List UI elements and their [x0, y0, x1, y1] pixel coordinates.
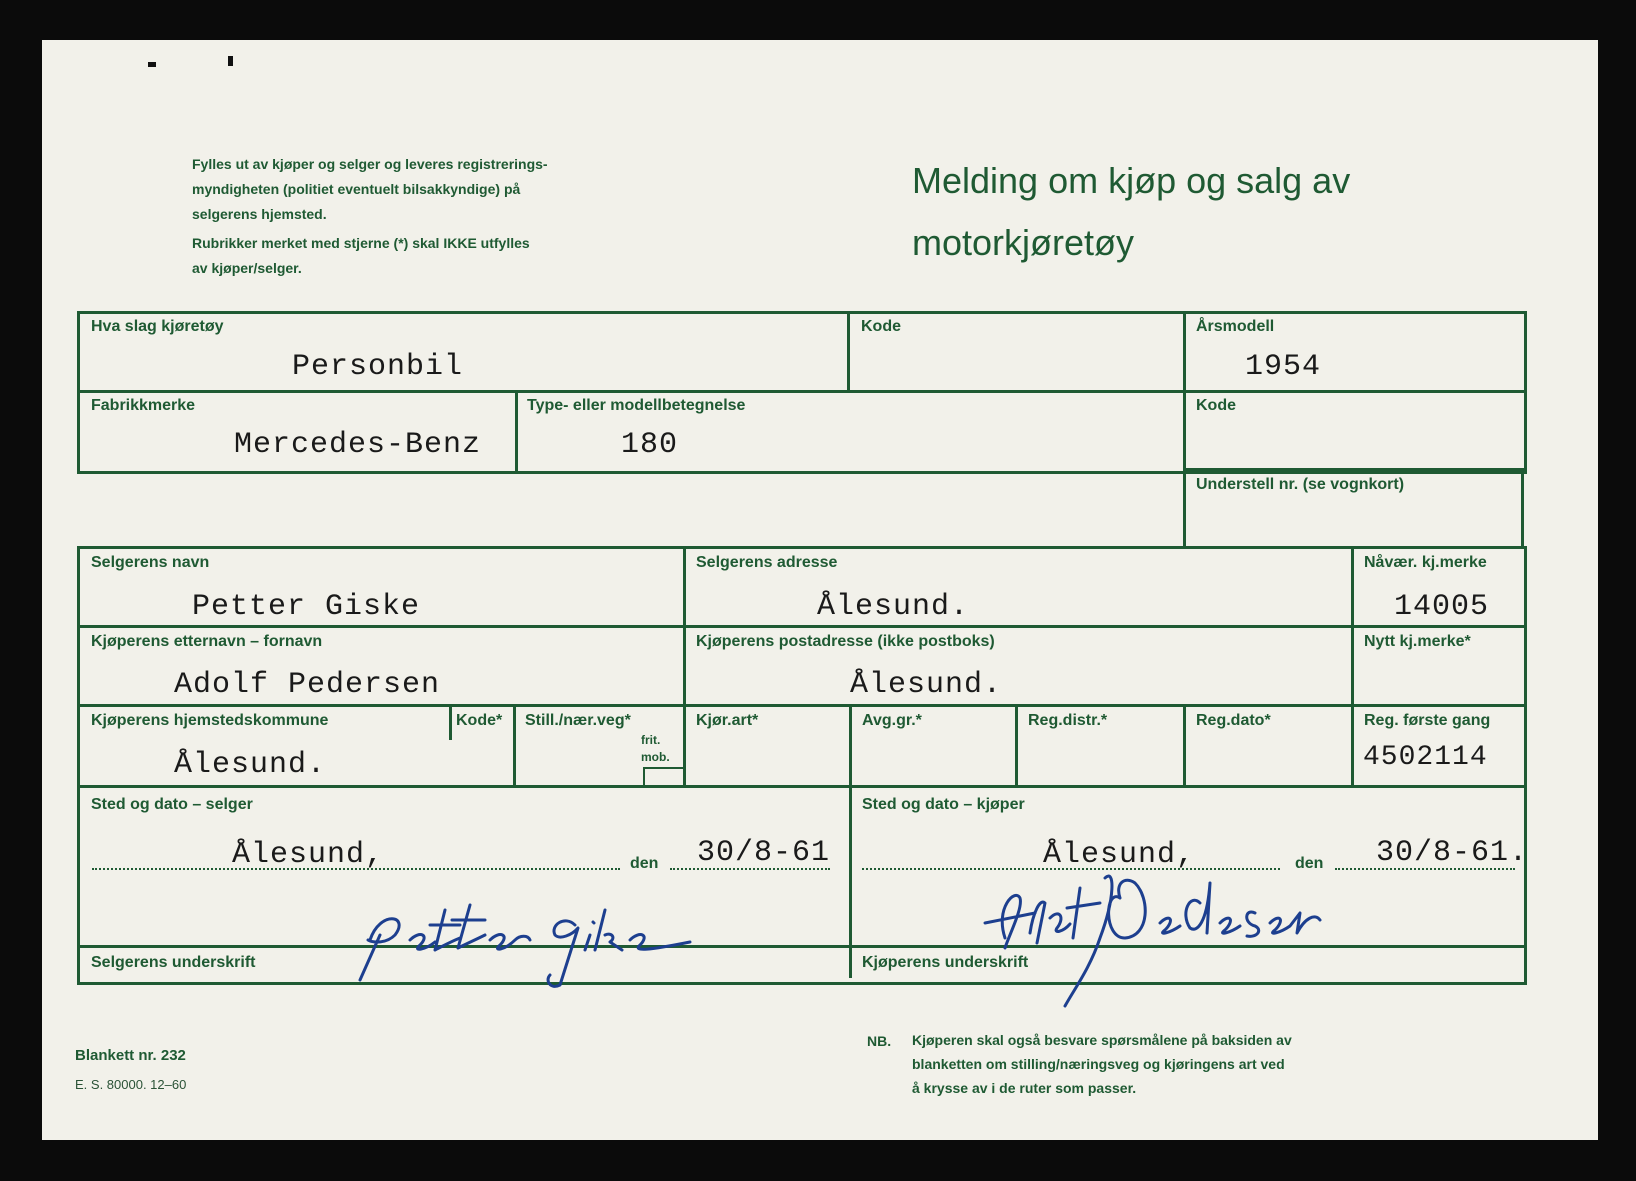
- still-label: Still./nær.veg*: [525, 712, 631, 729]
- dato-selger-value: 30/8-61: [697, 836, 831, 870]
- fabrikkmerke-value: Mercedes-Benz: [234, 428, 482, 462]
- regdato-label: Reg.dato*: [1196, 712, 1271, 729]
- understell-label: Understell nr. (se vognkort): [1196, 476, 1405, 493]
- show-through-text: [850, 88, 856, 114]
- type-value: 180: [621, 428, 679, 462]
- divider: [849, 704, 852, 978]
- hjemsted-value: Ålesund.: [174, 748, 327, 782]
- dato-kjoper-value: 30/8-61.: [1376, 836, 1529, 870]
- divider: [1183, 468, 1524, 471]
- ink-mark: [148, 62, 156, 67]
- hva-slag-label: Hva slag kjøretøy: [91, 318, 224, 335]
- regforste-value: 4502114: [1363, 742, 1488, 773]
- sted-selger-value: Ålesund,: [232, 838, 385, 872]
- form-title-line1: Melding om kjøp og salg av: [912, 160, 1351, 201]
- sted-selger-label: Sted og dato – selger: [91, 796, 253, 813]
- kjorart-label: Kjør.art*: [696, 712, 759, 729]
- divider: [683, 546, 686, 785]
- regforste-label: Reg. første gang: [1364, 712, 1491, 729]
- den2-label: den: [1295, 855, 1324, 872]
- selger-adresse-value: Ålesund.: [817, 590, 970, 624]
- blankett-number: Blankett nr. 232: [75, 1047, 186, 1064]
- rubrikker-line: Rubrikker merket med stjerne (*) skal IKKE utfylles: [192, 235, 530, 251]
- den1-label: den: [630, 855, 659, 872]
- kode-label: Kode: [861, 318, 901, 335]
- nb-line: blanketten om stilling/næringsveg og kjøringens art ved: [912, 1056, 1285, 1072]
- divider: [643, 767, 683, 769]
- rubrikker-note: [192, 231, 530, 281]
- divider: [449, 704, 452, 740]
- instruction-line: myndigheten (politiet eventuelt bilsakkyndige) på: [192, 181, 521, 197]
- kjoper-navn-label: Kjøperens etternavn – fornavn: [91, 633, 323, 650]
- instruction-line: Fylles ut av kjøper og selger og leveres registrerings-: [192, 156, 548, 172]
- divider: [847, 311, 850, 390]
- kode2-label: Kode: [1196, 397, 1236, 414]
- divider: [77, 704, 1524, 707]
- kjoper-underskrift-label: Kjøperens underskrift: [862, 954, 1029, 971]
- form-title-line2: motorkjøretøy: [912, 222, 1135, 263]
- sted-kjoper-value: Ålesund,: [1043, 838, 1196, 872]
- kjoper-adresse-value: Ålesund.: [850, 668, 1003, 702]
- seller-signature: [350, 880, 750, 990]
- regdistr-label: Reg.distr.*: [1028, 712, 1108, 729]
- kode-star-label: Kode*: [456, 712, 503, 729]
- divider: [77, 785, 1524, 788]
- divider: [1351, 546, 1354, 785]
- selger-adresse-label: Selgerens adresse: [696, 554, 838, 571]
- navaer-label: Nåvær. kj.merke: [1364, 554, 1487, 571]
- instructions: [192, 152, 548, 227]
- divider: [1015, 704, 1018, 785]
- kjoper-navn-value: Adolf Pedersen: [174, 668, 441, 702]
- print-code: E. S. 80000. 12–60: [75, 1077, 187, 1092]
- nb-label: NB.: [867, 1033, 892, 1049]
- divider: [77, 625, 1524, 628]
- hva-slag-value: Personbil: [292, 350, 464, 384]
- kjoper-adresse-label: Kjøperens postadresse (ikke postboks): [696, 633, 995, 650]
- fabrikkmerke-label: Fabrikkmerke: [91, 397, 196, 414]
- selger-underskrift-label: Selgerens underskrift: [91, 954, 256, 971]
- dotted-line: [92, 868, 620, 870]
- divider: [1183, 704, 1186, 785]
- selger-navn-value: Petter Giske: [192, 590, 421, 624]
- frit-label: frit.: [641, 733, 661, 747]
- mob-label: mob.: [641, 750, 670, 764]
- type-label: Type- eller modellbetegnelse: [527, 397, 746, 414]
- divider: [1183, 311, 1186, 546]
- nb-line: å krysse av i de ruter som passer.: [912, 1080, 1137, 1096]
- arsmodell-value: 1954: [1245, 350, 1322, 384]
- ink-mark: [228, 56, 233, 66]
- nytt-label: Nytt kj.merke*: [1364, 633, 1471, 650]
- sted-kjoper-label: Sted og dato – kjøper: [862, 796, 1025, 813]
- rubrikker-line: av kjøper/selger.: [192, 260, 302, 276]
- instruction-line: selgerens hjemsted.: [192, 206, 327, 222]
- hjemsted-label: Kjøperens hjemstedskommune: [91, 712, 329, 729]
- selger-navn-label: Selgerens navn: [91, 554, 210, 571]
- nb-note: [912, 1028, 1292, 1100]
- nb-line: Kjøperen skal også besvare spørsmålene på baksiden av: [912, 1032, 1292, 1048]
- divider: [643, 767, 645, 785]
- arsmodell-label: Årsmodell: [1196, 318, 1275, 335]
- divider: [515, 390, 518, 471]
- divider: [513, 704, 516, 785]
- buyer-signature: [975, 858, 1355, 1008]
- divider: [1521, 468, 1524, 546]
- avggr-label: Avg.gr.*: [862, 712, 922, 729]
- navaer-value: 14005: [1394, 590, 1490, 624]
- divider: [77, 390, 1524, 393]
